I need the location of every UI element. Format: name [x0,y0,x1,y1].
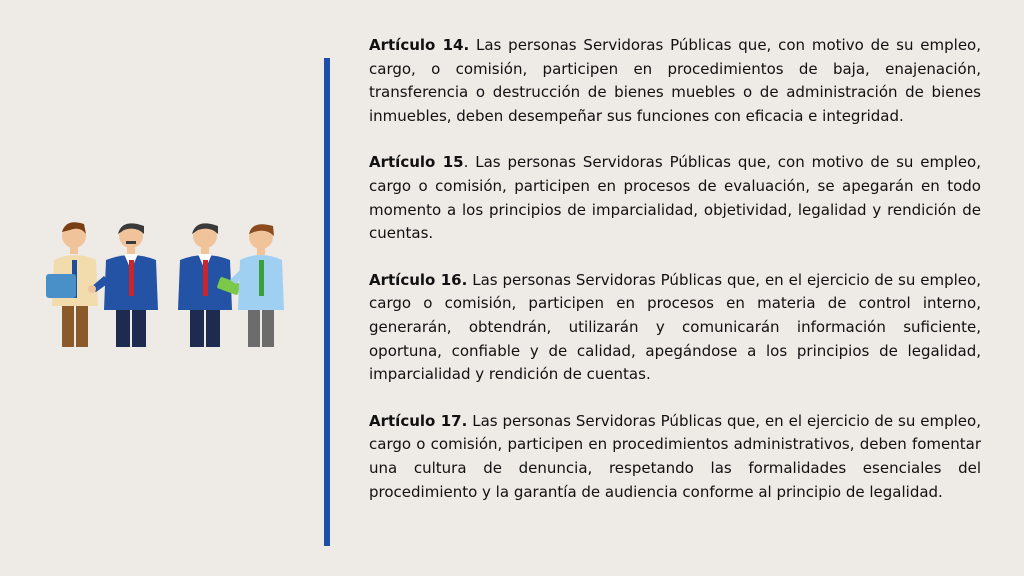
article-14-body: Las personas Servidoras Públicas que, con motivo de su empleo, cargo, o comisión, participen en procedimientos de baja, enajenación, transferencia o destrucción de bienes muebles o de administración de bienes inmuebles, deben desempeñar sus funciones con eficacia e integridad. [369,36,981,125]
article-15 [369,151,981,245]
business-people-illustration [40,210,290,350]
person-3-figure [178,223,241,347]
article-16-heading: Artículo 16. [369,270,468,289]
article-15-heading: Artículo 15 [369,153,464,172]
article-15-body: . Las personas Servidoras Públicas que, con motivo de su empleo, cargo o comisión, participen en procesos de evaluación, se apegarán en todo momento a los principios de imparcialidad, objetividad, legalidad y rendición de cuentas. [369,153,982,243]
person-1-figure [46,222,98,347]
article-14 [369,34,981,128]
article-17 [369,410,981,504]
vertical-divider [324,58,330,546]
articles-section [369,34,981,527]
article-17-heading: Artículo 17. [369,411,468,430]
person-2-figure [88,223,158,347]
article-17-body: Las personas Servidoras Públicas que, en el ejercicio de su empleo, cargo o comisión, participen en procedimientos administrativos, deben fomentar una cultura de denuncia, respetando las formalidades esenciales del procedimiento y la garantía de audiencia conforme al principio de legalidad. [369,411,981,501]
article-16 [369,269,981,387]
article-14-heading: Artículo 14. [369,36,470,54]
article-16-body: Las personas Servidoras Públicas que, en el ejercicio de su empleo, cargo o comisión, participen en procesos en materia de control interno, generarán, obtendrán, utilizarán y comunicarán información suficiente, oportuna, confiable y de calidad, apegándose a los principios de legalidad, imparcialidad y rendición de cuentas. [369,270,981,384]
